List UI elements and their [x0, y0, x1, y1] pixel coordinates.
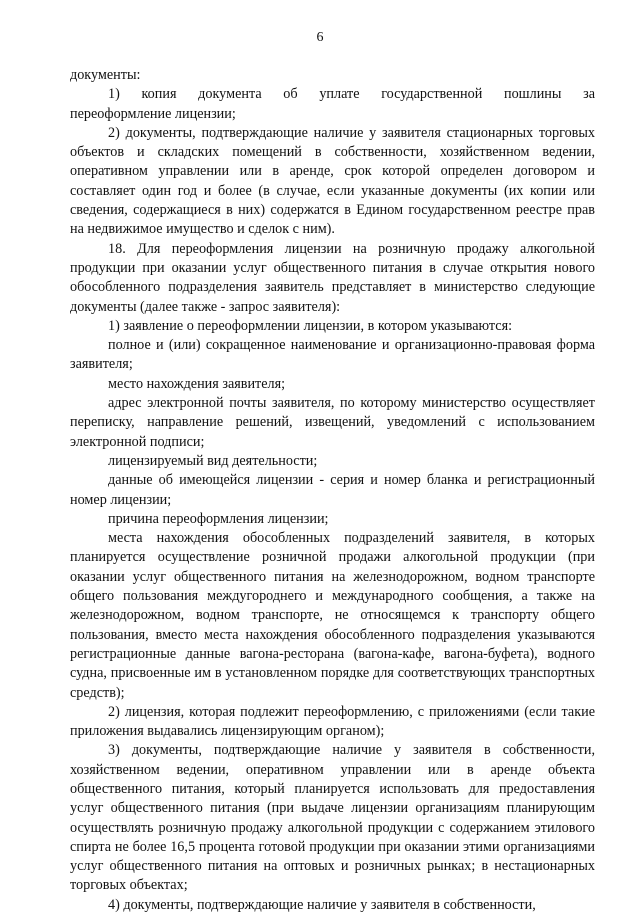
paragraph-item-2-license: 2) лицензия, которая подлежит переоформлению, с приложениями (если такие приложения выдавались лицензирующим органом); — [70, 703, 595, 740]
paragraph-item-2-premises-documents: 2) документы, подтверждающие наличие у заявителя стационарных торговых объектов и складских помещений в собственности, хозяйственном ведении, оперативном управлении или в аренде, срок которой определен договором и составляет один год и более (в случае, если указанные документы (их копии или сведения, содержащиеся в них) содержатся в Едином государственном реестре прав на недвижимое имущество и сделок с ним). — [70, 124, 595, 238]
paragraph-reissue-reason: причина переоформления лицензии; — [108, 510, 329, 527]
paragraph-item-4-ownership: 4) документы, подтверждающие наличие у заявителя в собственности, — [108, 896, 536, 913]
page-number: 6 — [316, 30, 324, 45]
paragraph-applicant-name: полное и (или) сокращенное наименование и организационно-правовая форма заявителя; — [70, 337, 595, 373]
paragraph-activity-type: лицензируемый вид деятельности; — [108, 452, 318, 469]
paragraph-applicant-location: место нахождения заявителя; — [108, 375, 286, 392]
paragraph-documents-heading: документы: — [70, 67, 141, 83]
paragraph-license-data: данные об имеющейся лицензии - серия и номер бланка и регистрационный номер лицензии; — [70, 472, 595, 508]
paragraph-application-item-1: 1) заявление о переоформлении лицензии, в котором указываются: — [108, 317, 513, 334]
paragraph-email-address: адрес электронной почты заявителя, по которому министерство осуществляет переписку, направление решений, извещений, уведомлений с использованием электронной подписи; — [70, 395, 595, 450]
paragraph-clause-18: 18. Для переоформления лицензии на розничную продажу алкогольной продукции при оказании услуг общественного питания в случае открытия нового обособленного подразделения заявитель представляет в министерство следующие документы (далее также - запрос заявителя): — [70, 240, 595, 315]
paragraph-subdivision-locations: места нахождения обособленных подразделений заявителя, в которых планируется осуществление розничной продажи алкогольной продукции (при оказании услуг общественного питания на железнодорожном, водном транспорте общего пользования междугороднего и международного сообщения, а также на железнодорожном, водном транспорте, не относящемся к транспорту общего пользования, вместо места нахождения обособленного подразделения указываются регистрационные данные вагона-ресторана (вагона-кафе, вагона-буфета), водного судна, присвоенные им в установленном порядке для соответствующих транспортных средств); — [70, 530, 595, 701]
paragraph-item-1-fee-receipt: 1) копия документа об уплате государственной пошлины за переоформление лицензии; — [70, 86, 595, 122]
paragraph-item-3-catering-object: 3) документы, подтверждающие наличие у заявителя в собственности, хозяйственном ведении, оперативном управлении или в аренде объекта общественного питания, который планируется использовать для предоставления услуг общественного питания (при выдаче лицензии организациям планирующим осуществлять розничную продажу алкогольной продукции с содержанием этилового спирта не более 16,5 процента готовой продукции при оказании этими организациями услуг общественного питания на оптовых и розничных рынках; в нестационарных торговых объектах; — [70, 742, 595, 894]
document-body — [70, 66, 595, 915]
